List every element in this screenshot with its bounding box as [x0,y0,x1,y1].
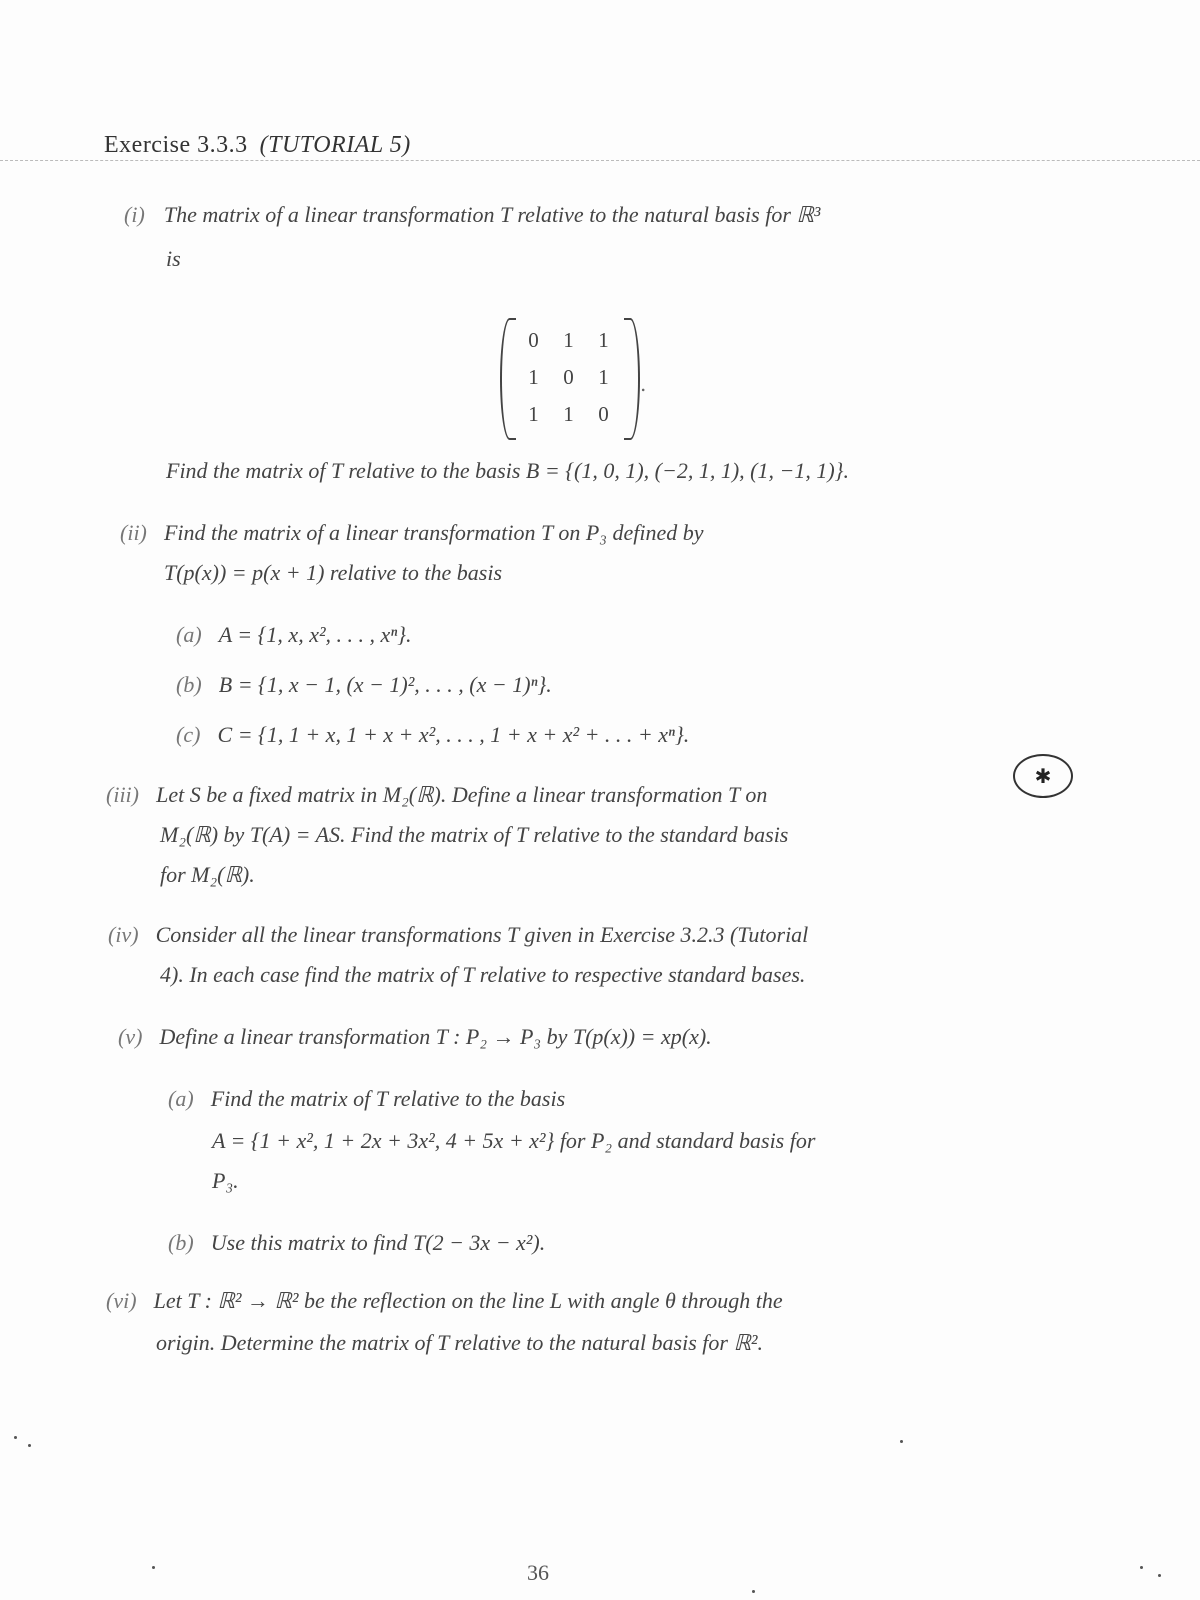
q2-line1: (ii) Find the matrix of a linear transformation T on P₃ defined by [120,520,704,545]
q3-label: (iii) [106,782,139,807]
matrix-cell: 1 [598,328,609,352]
scan-speck [152,1566,155,1569]
matrix-cell: 1 [528,402,539,426]
scan-speck [900,1440,903,1443]
q3-line1: (iii) Let S be a fixed matrix in M₂(ℝ). Define a linear transformation T on [106,782,768,807]
q6-label: (vi) [106,1288,137,1313]
matrix-cell: 1 [563,328,574,352]
q3-line2: M₂(ℝ) by T(A) = AS. Find the matrix of T relative to the standard basis [160,822,789,847]
matrix-cell: 1 [598,365,609,389]
q1-matrix [500,318,640,436]
q6-line1: (vi) Let T : ℝ² → ℝ² be the reflection on the line L with angle θ through the [106,1288,783,1313]
scan-speck [1158,1574,1161,1577]
q5-item-a-line3: P₃. [212,1168,239,1193]
scan-speck [1140,1566,1143,1569]
q2-item-b: (b) B = {1, x − 1, (x − 1)², . . . , (x − 1)ⁿ}. [176,672,552,697]
q5-line1: (v) Define a linear transformation T : P₂ → P₃ by T(p(x)) = xp(x). [118,1024,712,1049]
q4-line1: (iv) Consider all the linear transformations T given in Exercise 3.2.3 (Tutorial [108,922,809,947]
q2-label: (ii) [120,520,147,545]
matrix-cell: 1 [528,365,539,389]
q1-line1: (i) The matrix of a linear transformation T relative to the natural basis for ℝ³ [124,202,821,227]
matrix-right-bracket [624,318,640,440]
scan-speck [28,1444,31,1447]
heading-rule [0,160,1200,161]
exercise-heading [104,132,411,159]
q5-item-a-line2: A = {1 + x², 1 + 2x + 3x², 4 + 5x + x²} for P₂ and standard basis for [212,1128,816,1153]
q4-line2: 4). In each case find the matrix of T relative to respective standard bases. [160,962,806,987]
matrix-cell: 1 [563,402,574,426]
matrix-cell: 0 [563,365,574,389]
q1-label: (i) [124,202,145,227]
q5-item-b: (b) Use this matrix to find T(2 − 3x − x²). [168,1230,546,1255]
q5-item-a: (a) Find the matrix of T relative to the basis [168,1086,566,1111]
scan-speck [752,1590,755,1593]
exercise-tag: (TUTORIAL 5) [259,132,411,158]
q2-line2: T(p(x)) = p(x + 1) relative to the basis [164,560,503,585]
matrix-left-bracket [500,318,516,440]
page-number: 36 [527,1560,549,1585]
q4-label: (iv) [108,922,139,947]
asterisk-stamp-icon: ✱ [1013,754,1073,798]
matrix-period: . [640,372,647,396]
scan-speck [14,1436,17,1439]
exercise-title: Exercise 3.3.3 [104,132,248,158]
matrix-cell: 0 [528,328,539,352]
q2-item-c: (c) C = {1, 1 + x, 1 + x + x², . . . , 1 + x + x² + . . . + xⁿ}. [176,722,690,747]
q2-item-a: (a) A = {1, x, x², . . . , xⁿ}. [176,622,412,647]
q1-line2: is [166,246,181,271]
matrix-table [516,322,621,433]
q5-label: (v) [118,1024,143,1049]
q6-line2: origin. Determine the matrix of T relative to the natural basis for ℝ². [156,1330,763,1355]
q1-line3: Find the matrix of T relative to the basis B = {(1, 0, 1), (−2, 1, 1), (1, −1, 1)}. [166,458,849,483]
q3-line3: for M₂(ℝ). [160,862,255,887]
matrix-cell: 0 [598,402,609,426]
